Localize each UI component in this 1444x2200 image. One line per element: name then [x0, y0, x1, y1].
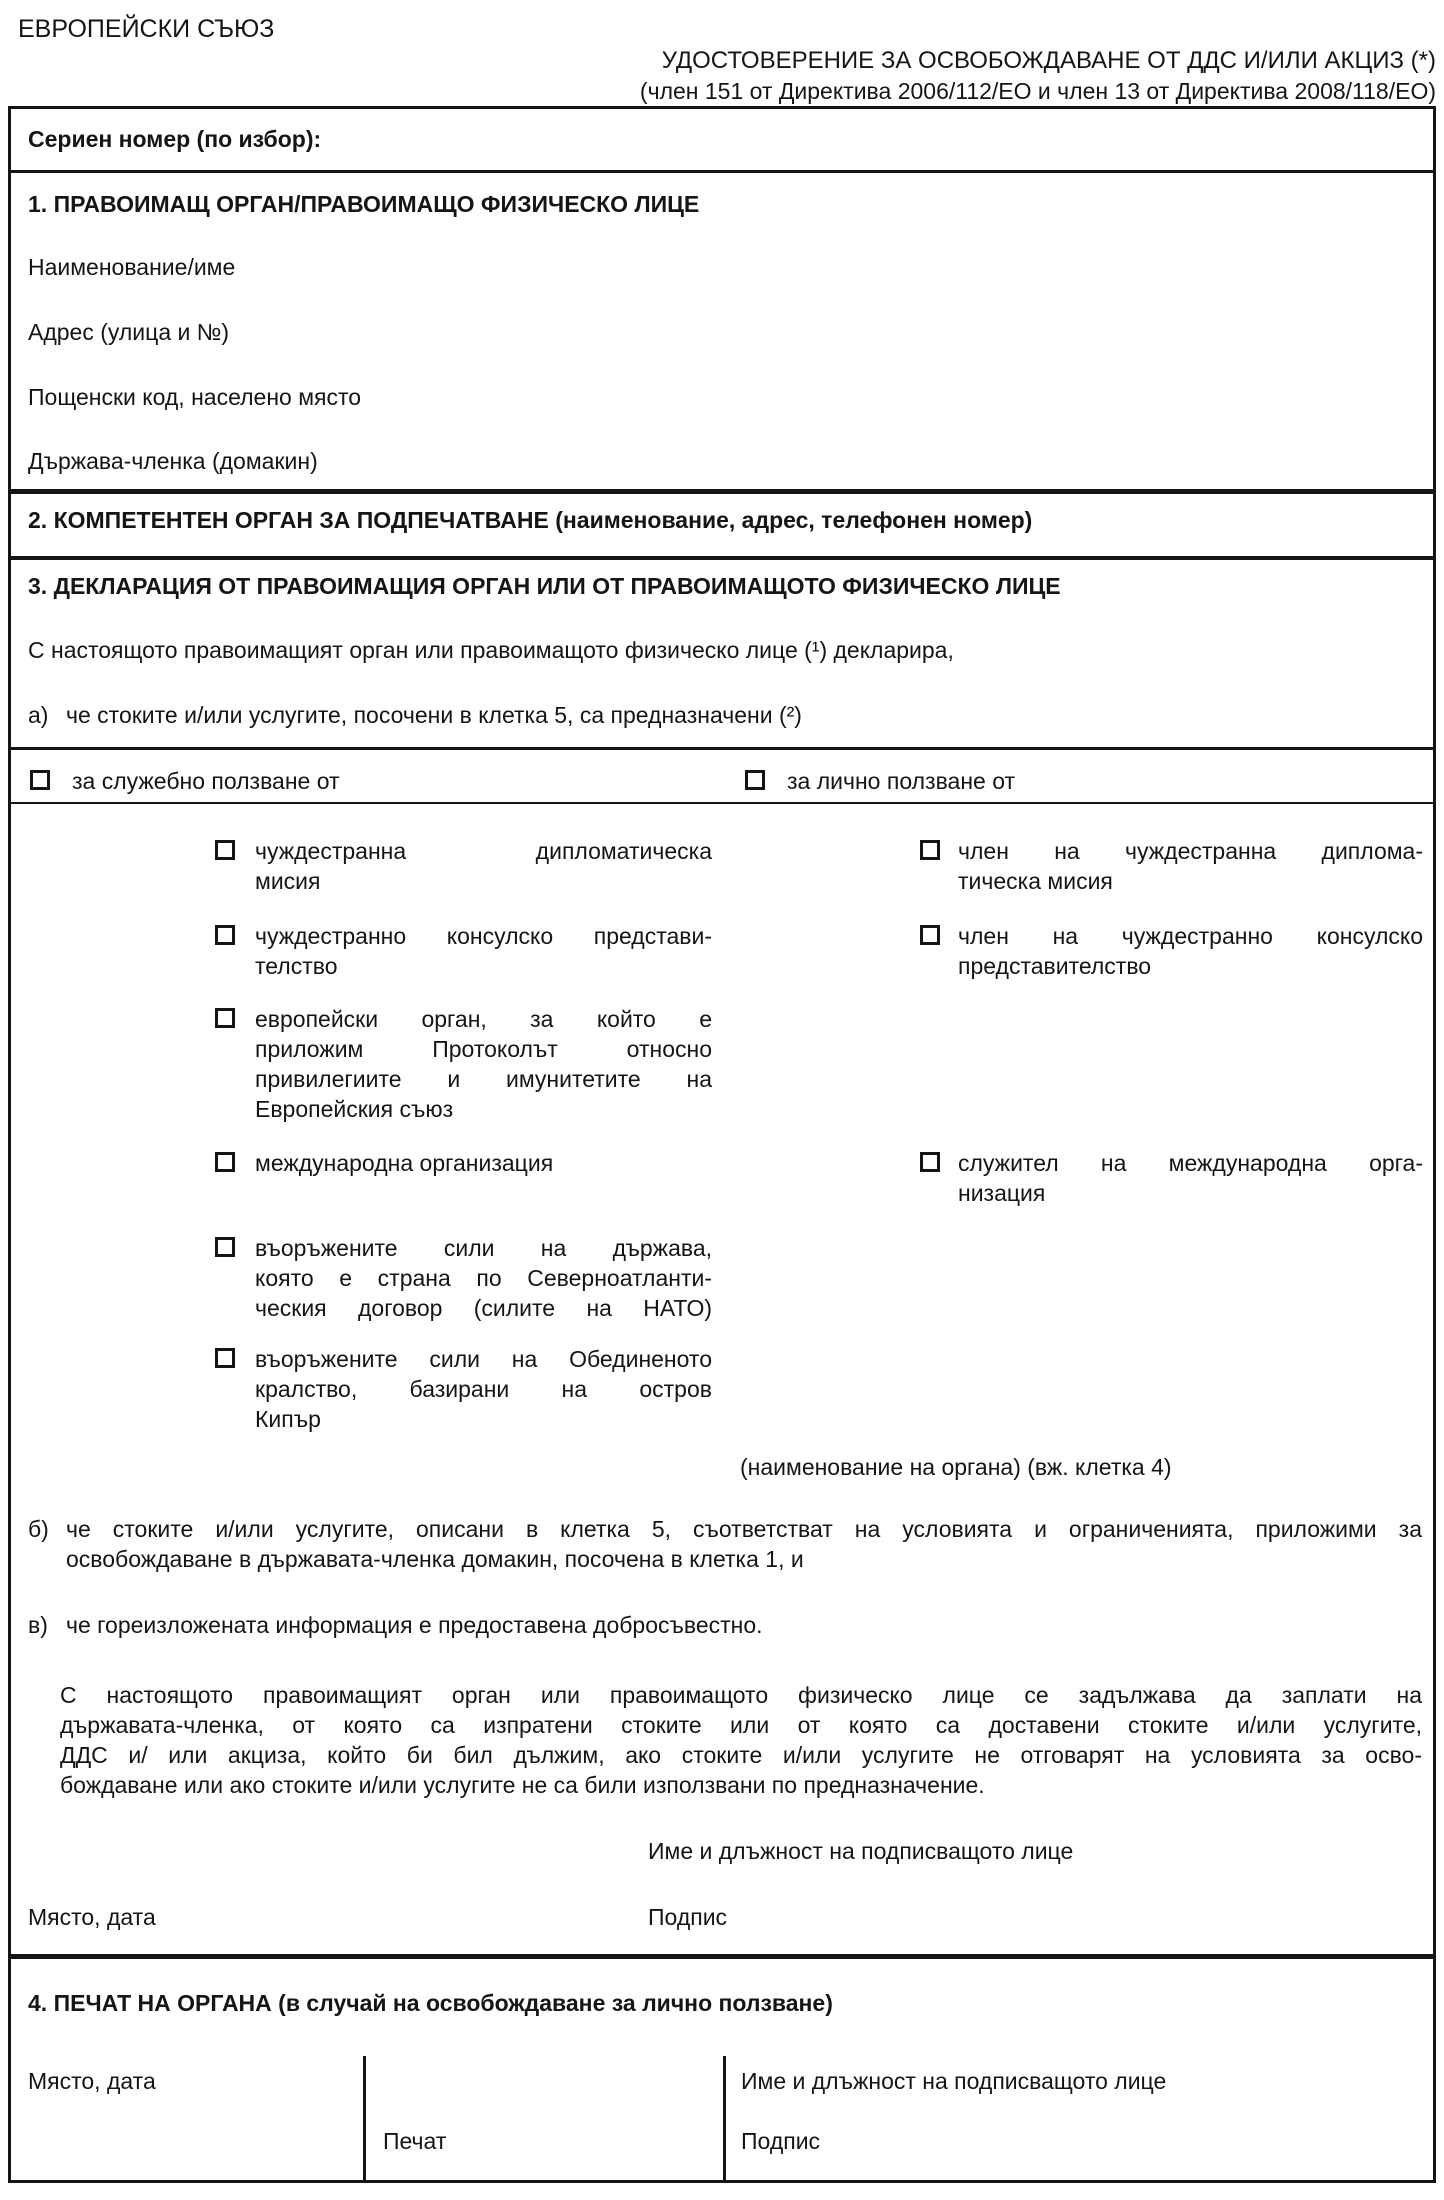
option-label: въоръжените сили на Обединеното кралство, базирани на остров Кипър	[255, 1346, 712, 1432]
divider	[8, 747, 1436, 750]
item-b-prefix: б)	[28, 1516, 49, 1542]
checkbox-icon[interactable]	[215, 925, 235, 945]
option-european-body	[215, 1004, 712, 1124]
column-divider	[723, 2056, 726, 2180]
checkbox-icon[interactable]	[920, 1152, 940, 1172]
option-label: член на чуждестранно консулско представителство	[958, 923, 1423, 979]
organisation-name-note: (наименование на органа) (вж. клетка 4)	[740, 1454, 1172, 1480]
option-label: въоръжените сили на държава, която е страна по Северноатланти- ческия договор (силите на НАТО)	[255, 1235, 712, 1321]
official-use-label: за служебно ползване от	[72, 768, 340, 794]
declaration-item-c	[28, 1610, 1422, 1640]
checkbox-icon[interactable]	[215, 1348, 235, 1368]
document-title: УДОСТОВЕРЕНИЕ ЗА ОСВОБОЖДАВАНЕ ОТ ДДС И/ИЛИ АКЦИЗ (*)	[661, 47, 1436, 74]
stamp-place-date-label: Място, дата	[28, 2068, 156, 2094]
divider	[8, 556, 1436, 560]
option-nato-armed-forces	[215, 1233, 712, 1323]
field-label-postcode-city: Пощенски код, населено място	[28, 384, 362, 410]
option-staff-international-organisation	[920, 1148, 1423, 1208]
checkbox-icon[interactable]	[215, 1237, 235, 1257]
option-label: чуждестранно консулско представи- телство	[255, 923, 712, 979]
column-divider	[363, 2056, 366, 2180]
item-a-prefix: а)	[28, 702, 49, 728]
divider	[8, 489, 1436, 494]
section1-title: 1. ПРАВОИМАЩ ОРГАН/ПРАВОИМАЩО ФИЗИЧЕСКО ЛИЦЕ	[28, 191, 700, 217]
option-label: член на чуждестранна диплома- тическа мисия	[958, 838, 1423, 894]
checkbox-icon[interactable]	[215, 840, 235, 860]
section3-title: 3. ДЕКЛАРАЦИЯ ОТ ПРАВОИМАЩИЯ ОРГАН ИЛИ ОТ ПРАВОИМАЩОТО ФИЗИЧЕСКО ЛИЦЕ	[28, 573, 1061, 599]
official-use-option	[30, 766, 550, 796]
serial-number-label: Сериен номер (по избор):	[28, 126, 322, 152]
signer-name-title-label: Име и длъжност на подписващото лице	[648, 1838, 1074, 1864]
place-date-label: Място, дата	[28, 1904, 156, 1930]
section2-title: 2. КОМПЕТЕНТЕН ОРГАН ЗА ПОДПЕЧАТВАНЕ (наименование, адрес, телефонен номер)	[28, 507, 1033, 533]
stamp-label: Печат	[383, 2128, 447, 2154]
option-label: международна организация	[255, 1150, 554, 1176]
signature-label: Подпис	[648, 1904, 728, 1930]
field-label-member-state: Държава-членка (домакин)	[28, 448, 318, 474]
divider	[8, 170, 1436, 173]
obligation-paragraph: С настоящото правоимащият орган или правоимащото физическо лице се задължава да заплати на държавата-членка, от която са изпратени стоките или от която са доставени стоките и/или услугите, ДДС и/ или акциза, който би бил дължим, ако стоките и/или услугите не отговарят на условията за осво- бождаване или ако стоките и/или услугите не са били използвани по предназначение.	[60, 1682, 1422, 1798]
declaration-item-a	[28, 700, 1428, 730]
option-international-organisation	[215, 1148, 712, 1178]
stamp-signer-name-title-label: Име и длъжност на подписващото лице	[741, 2068, 1167, 2094]
option-foreign-consular-post	[215, 921, 712, 981]
checkbox-personal-use-icon[interactable]	[745, 770, 765, 790]
checkbox-icon[interactable]	[215, 1152, 235, 1172]
personal-use-option	[745, 766, 1265, 796]
document-subtitle: (член 151 от Директива 2006/112/ЕО и член 13 от Директива 2008/118/ЕО)	[639, 78, 1436, 104]
option-label: европейски орган, за който е приложим Протоколът относно привилегиите и имунитетите на Европейския съюз	[255, 1006, 712, 1122]
checkbox-icon[interactable]	[920, 840, 940, 860]
option-member-consular-post	[920, 921, 1423, 981]
item-c-text: че гореизложената информация е предоставена добросъвестно.	[66, 1612, 763, 1638]
stamp-signature-label: Подпис	[741, 2128, 821, 2154]
field-label-name: Наименование/име	[28, 254, 236, 280]
option-member-diplomatic-mission	[920, 836, 1423, 896]
option-label: служител на международна орга- низация	[958, 1150, 1423, 1206]
personal-use-label: за лично ползване от	[787, 768, 1016, 794]
declaration-item-b	[28, 1514, 1422, 1574]
checkbox-icon[interactable]	[215, 1008, 235, 1028]
checkbox-icon[interactable]	[920, 925, 940, 945]
item-a-text: че стоките и/или услугите, посочени в клетка 5, са предназначени (²)	[66, 702, 802, 728]
item-c-prefix: в)	[28, 1612, 48, 1638]
checkbox-official-use-icon[interactable]	[30, 770, 50, 790]
option-label: чуждестранна дипломатическа мисия	[255, 838, 712, 894]
divider	[8, 1954, 1436, 1959]
declaration-intro: С настоящото правоимащият орган или правоимащото физическо лице (¹) декларира,	[28, 637, 954, 663]
option-foreign-diplomatic-mission	[215, 836, 712, 896]
eu-union-label: ЕВРОПЕЙСКИ СЪЮЗ	[18, 15, 275, 43]
section4-title: 4. ПЕЧАТ НА ОРГАНА (в случай на освобождаване за лично ползване)	[28, 1990, 833, 2016]
field-label-address: Адрес (улица и №)	[28, 319, 230, 345]
divider	[8, 802, 1436, 804]
form-border	[8, 106, 1436, 2183]
item-b-text: че стоките и/или услугите, описани в клетка 5, съответстват на условията и ограниченията, приложими за освобождаване в държавата-членка домакин, посочена в клетка 1, и	[66, 1516, 1422, 1572]
option-uk-forces-cyprus	[215, 1344, 712, 1434]
